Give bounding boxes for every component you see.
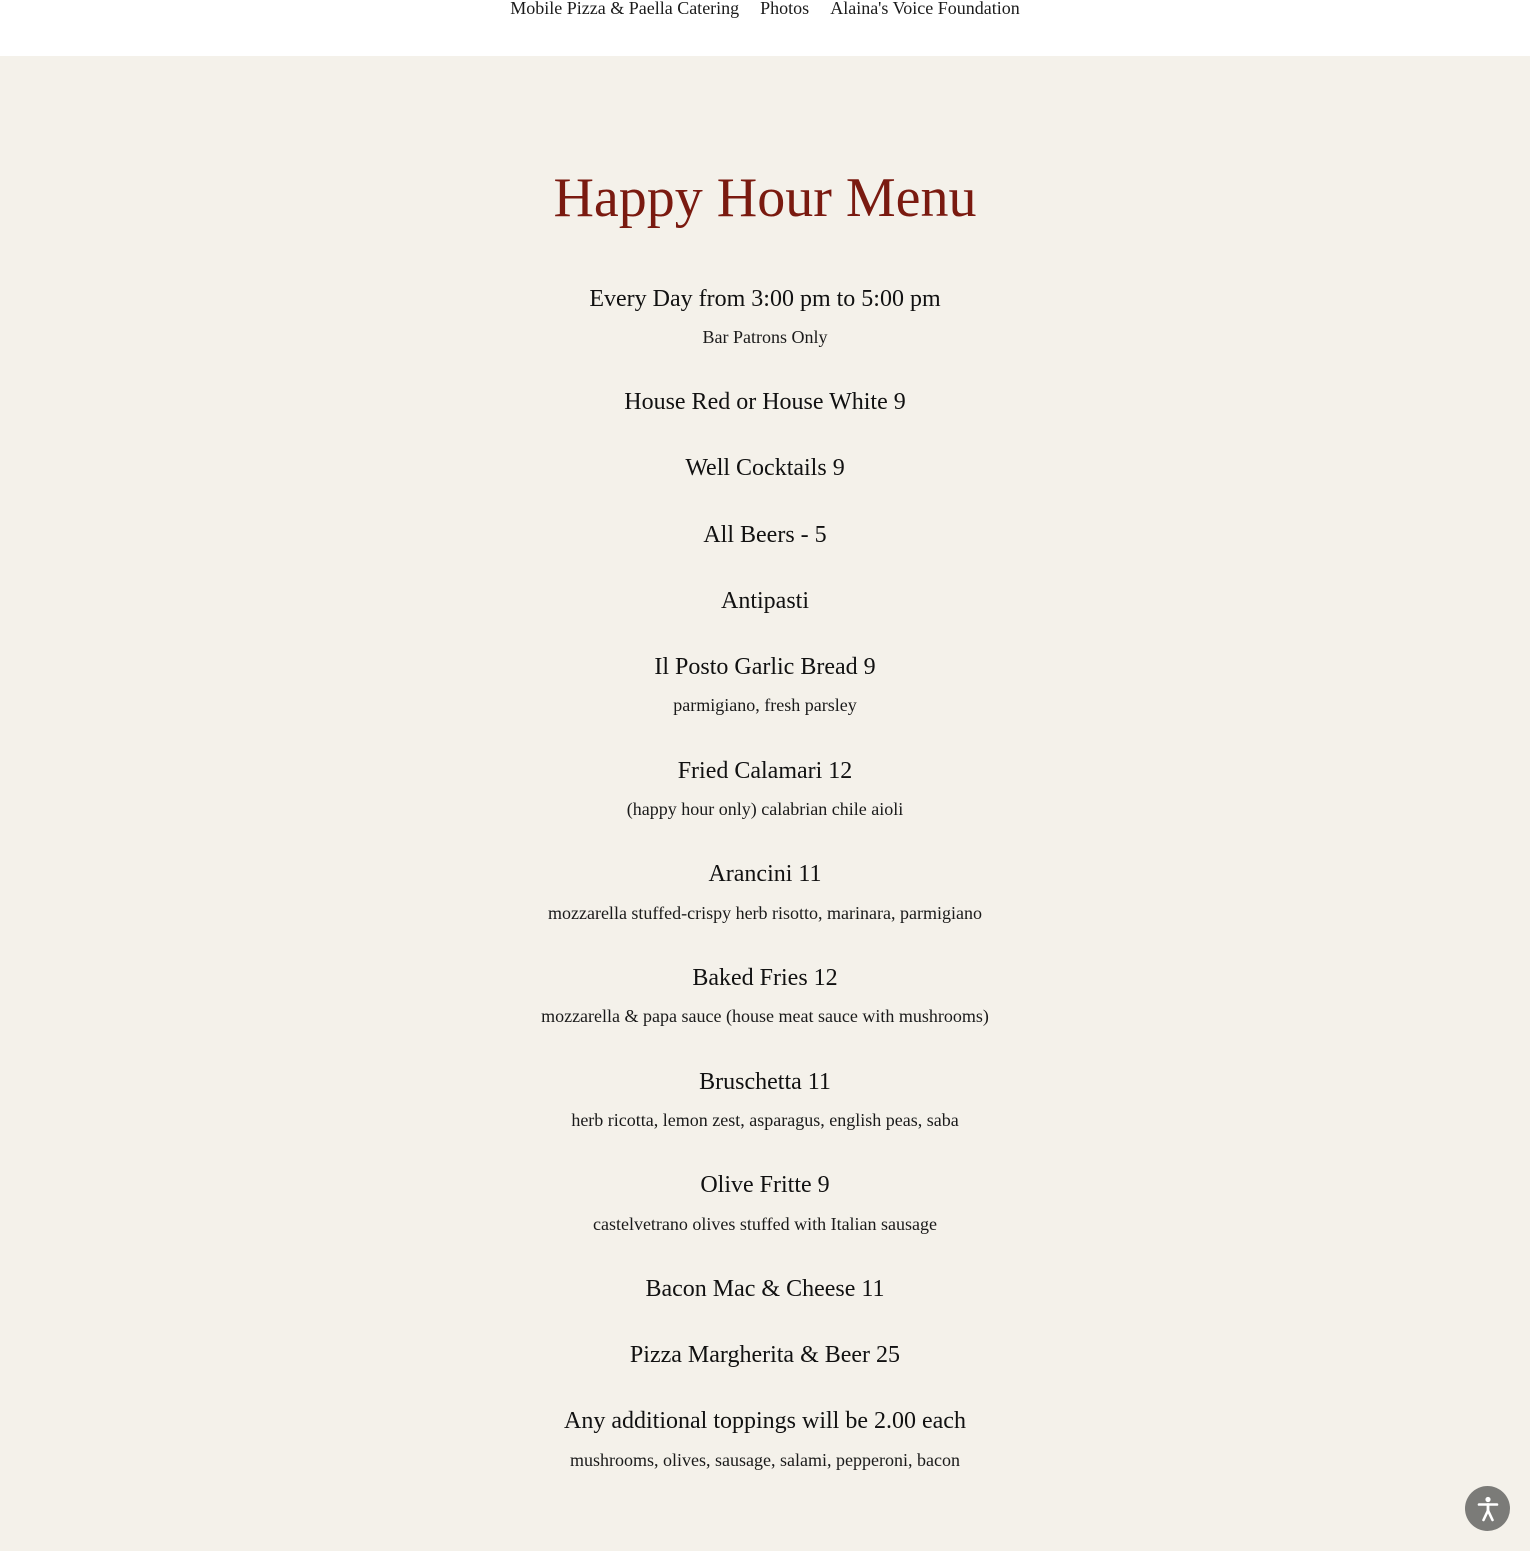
menu-item-name: Bruschetta 11 <box>699 1069 831 1095</box>
menu-item-description: herb ricotta, lemon zest, asparagus, english peas, saba <box>571 1110 959 1130</box>
menu-item-description: parmigiano, fresh parsley <box>673 695 857 715</box>
accessibility-icon <box>1473 1494 1503 1524</box>
nav-list <box>0 0 1530 19</box>
nav-item-photos[interactable]: Photos <box>760 0 810 18</box>
toppings-list: mushrooms, olives, sausage, salami, pepperoni, bacon <box>570 1450 960 1470</box>
accessibility-button[interactable] <box>1465 1486 1510 1531</box>
menu-item-description: mozzarella & papa sauce (house meat sauce with mushrooms) <box>541 1006 989 1026</box>
menu-item-name: Arancini 11 <box>708 861 822 887</box>
page-title: Happy Hour Menu <box>553 167 977 229</box>
menu-item-description: castelvetrano olives stuffed with Italian sausage <box>592 1214 938 1234</box>
menu-item-well-cocktails: Well Cocktails 9 <box>685 455 845 481</box>
menu-item-all-beers: All Beers - 5 <box>703 522 827 548</box>
toppings-note: Any additional toppings will be 2.00 each <box>564 1408 966 1434</box>
menu-item-description: (happy hour only) calabrian chile aioli <box>626 799 904 819</box>
menu-item-name: Il Posto Garlic Bread 9 <box>654 654 876 680</box>
menu-item-house-wine: House Red or House White 9 <box>624 389 906 415</box>
menu-item-name: Bacon Mac & Cheese 11 <box>645 1276 885 1302</box>
antipasti-heading: Antipasti <box>721 588 809 614</box>
menu-item-name: Fried Calamari 12 <box>677 758 853 784</box>
nav-item-alainas-voice-foundation[interactable]: Alaina's Voice Foundation <box>830 0 1020 18</box>
menu-item-description: mozzarella stuffed-crispy herb risotto, marinara, parmigiano <box>547 903 982 923</box>
restriction-text: Bar Patrons Only <box>702 327 828 347</box>
menu-item-name: Pizza Margherita & Beer 25 <box>629 1342 901 1368</box>
nav-item-mobile-pizza-paella-catering[interactable]: Mobile Pizza & Paella Catering <box>510 0 740 18</box>
menu-item-name: Olive Fritte 9 <box>700 1172 830 1198</box>
schedule-text: Every Day from 3:00 pm to 5:00 pm <box>589 286 941 312</box>
top-navigation <box>0 0 1530 56</box>
menu-item-name: Baked Fries 12 <box>692 965 838 991</box>
